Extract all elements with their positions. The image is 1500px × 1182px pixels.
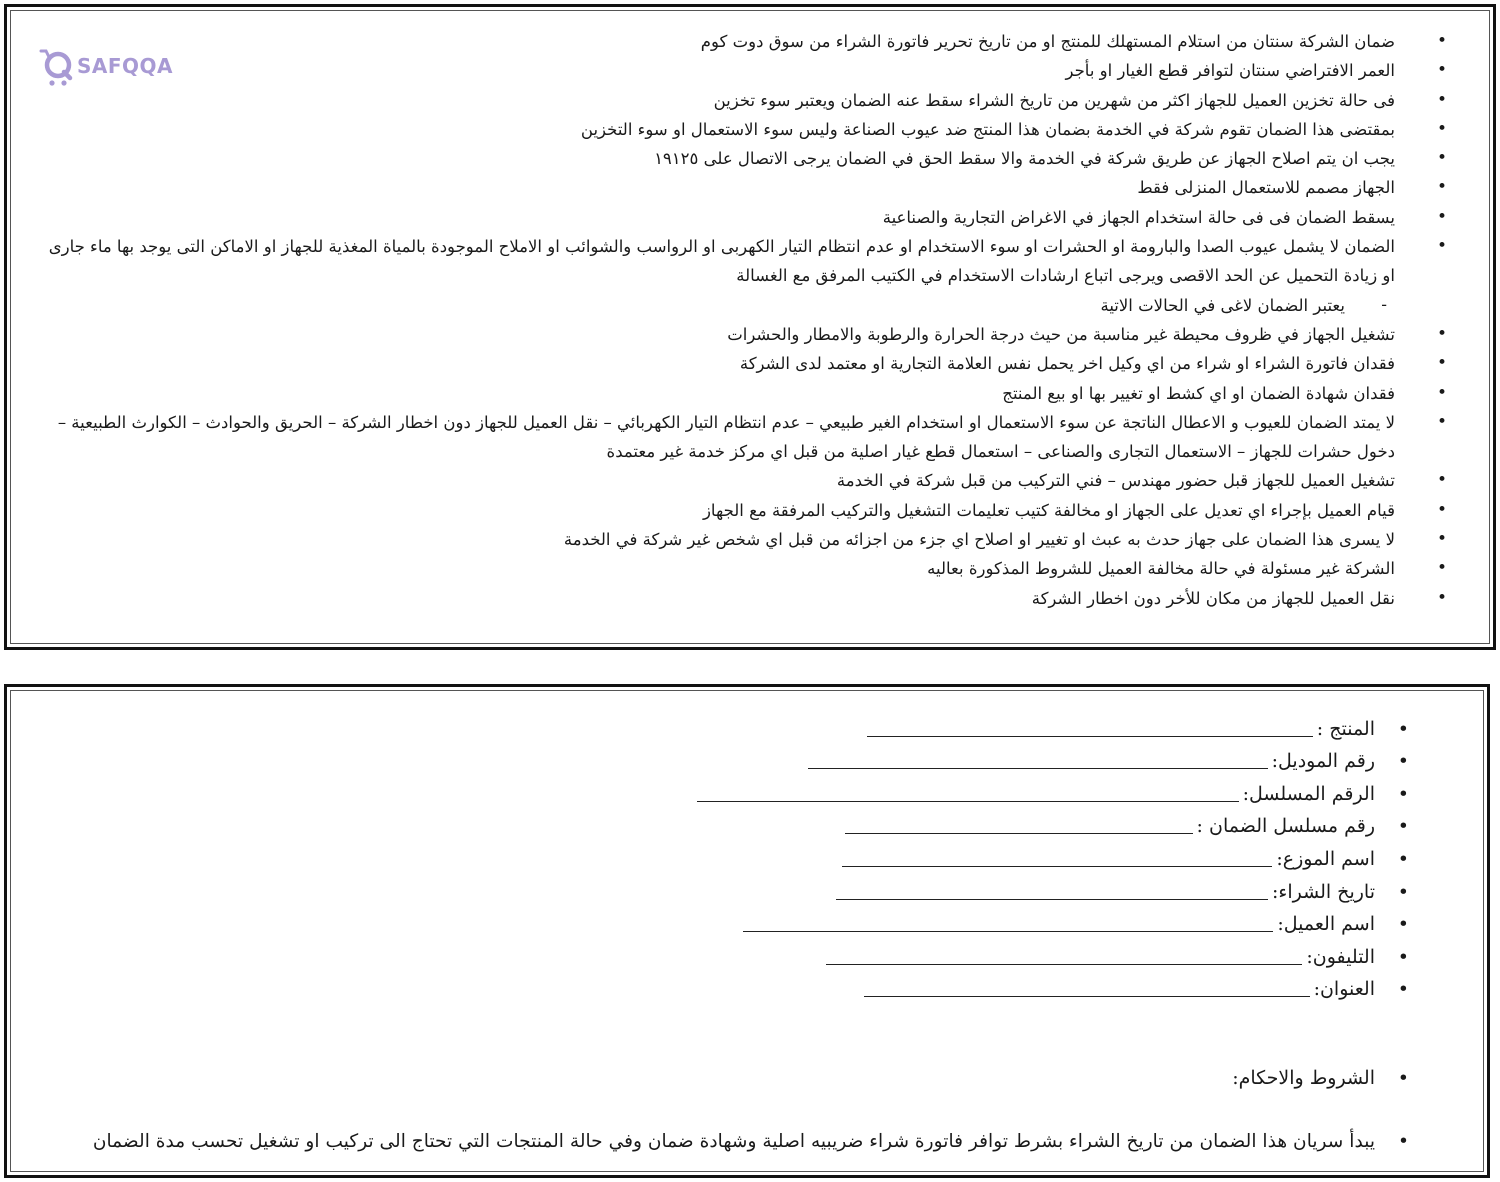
warranty-conditions-panel	[4, 4, 1496, 650]
field-label: • المنتج :	[1316, 717, 1375, 740]
warranty-serial-input-line[interactable]	[845, 832, 1193, 834]
field-label: • العنوان:	[1313, 978, 1375, 1001]
field-label: • التليفون:	[1306, 945, 1375, 968]
list-item: • الضمان لا يشمل عيوب الصدا والبارومة او الحشرات او سوء الاستخدام او عدم انتظام التيار الكهربى او الرواسب والشوائب او الاملاح الموجودة بالمياة المغذية للجهاز او الاماكن التى يوجد بها ماء جارى او زيادة التحميل عن الحد الاقصى ويرجى اتباع ارشادات الاستخدام في الكتيب المرفق مع الغسالة	[37, 232, 1447, 291]
field-label: • الرقم المسلسل:	[1242, 782, 1375, 805]
field-label: • رقم الموديل:	[1271, 750, 1375, 773]
list-item: • يسقط الضمان فى فى حالة استخدام الجهاز في الاغراض التجارية والصناعية	[37, 203, 1447, 232]
list-item: • تشغيل الجهاز في ظروف محيطة غير مناسبة من حيث درجة الحرارة والرطوبة والامطار والحشرات	[37, 320, 1447, 349]
model-number-field	[7, 740, 1467, 773]
warranty-serial-field	[7, 805, 1467, 838]
serial-number-input-line[interactable]	[697, 800, 1239, 802]
terms-text: • يبدأ سريان هذا الضمان من تاريخ الشراء بشرط توافر فاتورة شراء ضريبيه اصلية وشهادة ضمان وفي حالة المنتجات التي تحتاج الى تركيب او تشغيل تحسب مدة الضمان	[7, 1131, 1467, 1152]
list-item: • ضمان الشركة سنتان من استلام المستهلك للمنتج او من تاريخ تحرير فاتورة الشراء من سوق دوت كوم	[37, 27, 1447, 56]
list-item: • قيام العميل بإجراء اي تعديل على الجهاز او مخالفة كتيب تعليمات التشغيل والتركيب المرفقة مع الجهاز	[37, 496, 1447, 525]
field-label: • رقم مسلسل الضمان :	[1196, 815, 1375, 838]
conditions-list	[37, 27, 1447, 613]
terms-list	[7, 1131, 1467, 1152]
list-item: • العمر الافتراضي سنتان لتوافر قطع الغيار او بأجر	[37, 56, 1447, 85]
list-item: • فقدان شهادة الضمان او اي كشط او تغيير بها او بيع المنتج	[37, 379, 1447, 408]
field-label: • اسم العميل:	[1277, 913, 1375, 936]
list-item: • فى حالة تخزين العميل للجهاز اكثر من شهرين من تاريخ الشراء سقط عنه الضمان ويعتبر سوء تخزين	[37, 86, 1447, 115]
terms-heading-list	[7, 1067, 1467, 1089]
address-field	[7, 968, 1467, 1001]
distributor-name-field	[7, 837, 1467, 870]
purchase-date-field	[7, 870, 1467, 903]
distributor-name-input-line[interactable]	[842, 865, 1272, 867]
phone-field	[7, 935, 1467, 968]
logo-text: SAFQQA	[77, 54, 174, 78]
customer-name-field	[7, 903, 1467, 936]
terms-heading: • الشروط والاحكام:	[7, 1067, 1467, 1089]
customer-name-input-line[interactable]	[743, 930, 1273, 932]
void-conditions-intro: - يعتبر الضمان لاغى في الحالات الاتية	[37, 291, 1447, 320]
address-input-line[interactable]	[864, 995, 1310, 997]
phone-input-line[interactable]	[826, 963, 1302, 965]
product-field	[7, 707, 1467, 740]
list-item: • تشغيل العميل للجهاز قبل حضور مهندس – فني التركيب من قبل شركة في الخدمة	[37, 466, 1447, 495]
list-item: • لا يمتد الضمان للعيوب و الاعطال الناتجة عن سوء الاستعمال او استخدام الغير طبيعي – عدم انتظام التيار الكهربائي – نقل العميل للجهاز دون اخطار الشركة – الحريق والحوادث – الكوارث الطبيعية – دخول حشرات للجهاز – الاستعمال التجارى والصناعى – استعمال قطع غيار اصلية من قبل اي مركز خدمة غير معتمدة	[37, 408, 1447, 467]
product-input-line[interactable]	[867, 735, 1313, 737]
model-number-input-line[interactable]	[808, 767, 1268, 769]
customer-info-fields	[7, 707, 1467, 1000]
list-item: • فقدان فاتورة الشراء او شراء من اي وكيل اخر يحمل نفس العلامة التجارية او معتمد لدى الشركة	[37, 349, 1447, 378]
field-label: • تاريخ الشراء:	[1272, 880, 1375, 903]
list-item: • الجهاز مصمم للاستعمال المنزلى فقط	[37, 173, 1447, 202]
list-item: • بمقتضى هذا الضمان تقوم شركة في الخدمة بضمان هذا المنتج ضد عيوب الصناعة وليس سوء الاستعمال او سوء التخزين	[37, 115, 1447, 144]
list-item: • لا يسرى هذا الضمان على جهاز حدث به عبث او تغيير او اصلاح اي جزء من اجزائه من قبل اي شخص غير شركة في الخدمة	[37, 525, 1447, 554]
serial-number-field	[7, 772, 1467, 805]
list-item: • الشركة غير مسئولة في حالة مخالفة العميل للشروط المذكورة بعاليه	[37, 554, 1447, 583]
purchase-date-input-line[interactable]	[836, 898, 1268, 900]
list-item: • يجب ان يتم اصلاح الجهاز عن طريق شركة في الخدمة والا سقط الحق في الضمان يرجى الاتصال على ١٩١٢٥	[37, 144, 1447, 173]
warranty-form-panel	[4, 684, 1490, 1178]
list-item: • نقل العميل للجهاز من مكان للأخر دون اخطار الشركة	[37, 584, 1447, 613]
field-label: • اسم الموزع:	[1276, 847, 1375, 870]
